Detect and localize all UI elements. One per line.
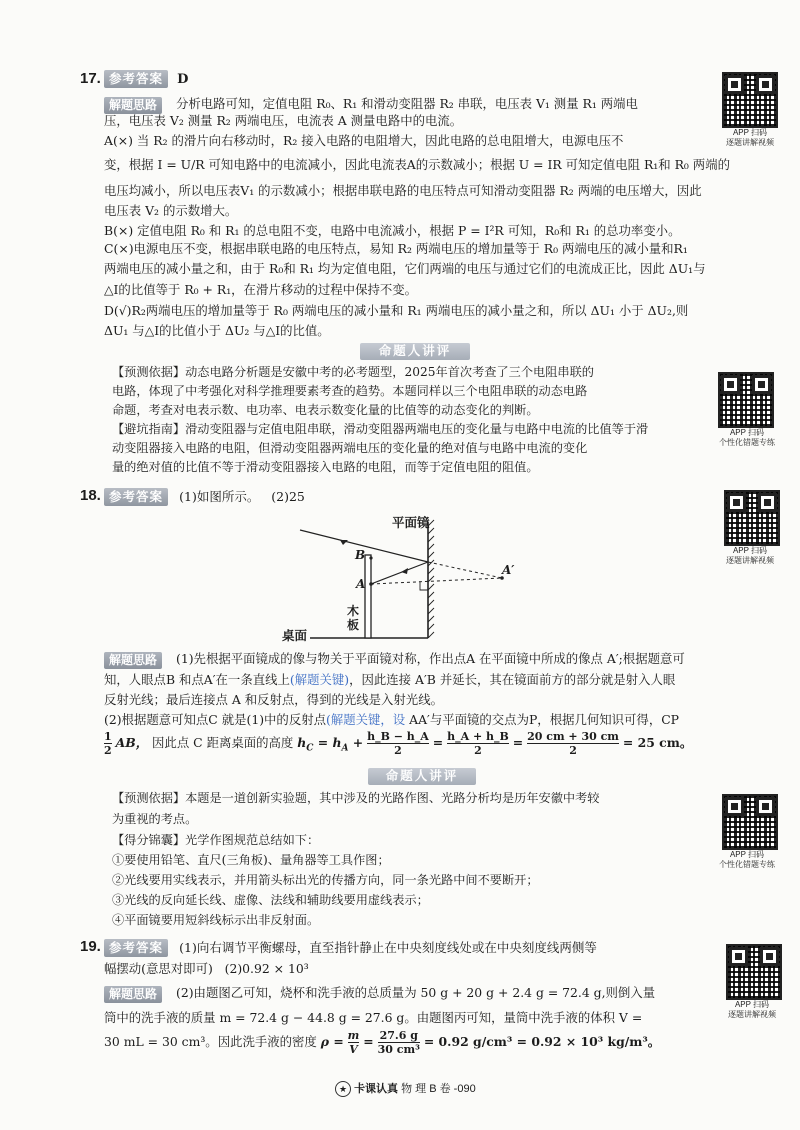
aa-prime-dashed: [371, 578, 502, 584]
wooden-board: [365, 555, 371, 638]
q17-lecture-2: 命题，考查对电表示数、电功率、电表示数变化量的比值等的动态变化的判断。: [112, 403, 539, 417]
mascot-icon: ★: [335, 1081, 351, 1097]
qr-caption: APP 扫码 个性化错题专练: [719, 428, 775, 447]
label-a: A: [356, 577, 366, 591]
footer: [335, 1080, 476, 1097]
q18-lecture-4: ②光线要用实线表示，并用箭头标出光的传播方向，同一条光路中间不要断开；: [112, 873, 539, 887]
q17-line-6: B(×) 定值电阻 R₀ 和 R₁ 的总电阻不变，电路中电流减小，根据 P = I²R 可知，R₀和 R₁ 的总功率变小。: [104, 223, 681, 238]
q18-lecture-1: 为重视的考点。: [112, 812, 198, 826]
q17-line-7: C(×)电源电压不变，根据串联电路的电压特点，易知 R₂ 两端电压的增加量等于 R₀ 两端电压的减小量和R₁: [104, 241, 688, 256]
board-label: 木 板: [347, 604, 360, 632]
mirror-label: 平面镜: [392, 516, 430, 530]
analysis-tag-18: 解题思路: [104, 649, 162, 669]
answer-row-17: [104, 68, 188, 88]
mirror-hatching: [428, 520, 434, 638]
answer-row-19: [104, 937, 597, 957]
analysis-tag-19: 解题思路: [104, 983, 162, 1003]
answer-tag: 参考答案: [104, 939, 168, 957]
qr-code-icon[interactable]: [726, 944, 782, 1000]
fraction-4: $\frac{20 cm + 30 cm}{2}$: [527, 730, 619, 757]
point-b: [369, 556, 372, 559]
q17-lecture-3: 【避坑指南】滑动变阻器与定值电阻串联，滑动变阻器两端电压的变化量与电路中电流的比值等于滑: [112, 422, 649, 436]
q17-line-2: A(×) 当 R₂ 的滑片向右移动时，R₂ 接入电路的电阻增大，因此电路的总电阻增大，电源电压不: [104, 133, 624, 148]
fraction-3: $\frac{h\_A + h\_B}{2}$: [447, 730, 509, 757]
qr-code-icon[interactable]: [718, 372, 774, 428]
right-angle-mark: [420, 582, 428, 590]
q17-lecture-0: 【预测依据】动态电路分析题是安徽中考的必考题型，2025年首次考查了三个电阻串联的: [112, 365, 594, 379]
q18-line-0: (1)先根据平面镜成的像与物关于平面镜对称，作出点A 在平面镜中所成的像点 A′;根据题意可: [176, 651, 685, 666]
qr-code-icon[interactable]: [722, 794, 778, 850]
q17-line-8: 两端电压的减小量之和，由于 R₀和 R₁ 均为定值电阻，它们两端的电压与通过它们的电流成正比，因此 ΔU₁与: [104, 261, 706, 276]
answer-value-2: 幅摆动(意思对即可) (2)0.92 × 10³: [104, 961, 309, 976]
point-a: [369, 582, 373, 586]
lecture-banner-17: 命题人讲评: [360, 343, 470, 360]
analysis-tag-17: 解题思路: [104, 94, 162, 114]
fraction-2: $\frac{h\_B - h\_A}{2}$: [367, 730, 429, 757]
qr-code-icon[interactable]: [722, 72, 778, 128]
q17-lecture-5: 量的绝对值的比值不等于滑动变阻器接入电路的电阻，而等于定值电阻的阻值。: [112, 460, 539, 474]
q18-line-5: (2)根据题意可知点C 就是(1)中的反射点(解题关键，设 AA′与平面镜的交点为P，根据几何知识可得，CP: [104, 712, 680, 727]
q17-lecture-4: 动变阻器接入电路的电阻，但滑动变阻器两端电压的变化量的绝对值与电路中电流的变化: [112, 441, 588, 455]
q17-line-4: 电压均减小，所以电压表V₁ 的示数减小；根据串联电路的电压特点可知滑动变阻器 R₂ 两端的电压增大，因此: [104, 183, 702, 198]
qr-caption: APP 扫码 逐题讲解视频: [726, 546, 774, 565]
q17-line-9: △I的比值等于 R₀ + R₁，在滑片移动的过程中保持不变。: [104, 282, 418, 297]
qr-caption: APP 扫码 个性化错题专练: [719, 850, 775, 869]
desk-label: 桌面: [282, 629, 308, 643]
q17-line-0: 分析电路可知，定值电阻 R₀、R₁ 和滑动变阻器 R₂ 串联，电压表 V₁ 测量 R₁ 两端电: [176, 96, 638, 111]
footer-subject: 物 理 B 卷 -090: [401, 1083, 476, 1095]
answer-value: (1)如图所示。 (2)25: [179, 489, 305, 504]
q18-line-1: 知，人眼点B 和点A′在一条直线上(解题关键)，因此连接 A′B 并延长，其在镜面前方的部分就是射入人眼: [104, 672, 676, 687]
q19-line-1: 筒中的洗手液的质量 m = 72.4 g − 44.8 g = 27.6 g。由题图丙可知，量筒中洗手液的体积 V =: [104, 1010, 643, 1025]
q18-lecture-6: ④平面镜要用短斜线标示出非反射面。: [112, 913, 320, 927]
question-number-17: 17.: [80, 70, 101, 87]
q17-line-10: D(√)R₂两端电压的增加量等于 R₀ 两端电压的减小量和 R₁ 两端电压的减小量之和，所以 ΔU₁ 小于 ΔU₂,则: [104, 303, 689, 318]
q17-line-1: 压，电压表 V₂ 测量 R₂ 两端电压，电流表 A 测量电路中的电流。: [104, 113, 463, 128]
question-number-18: 18.: [80, 487, 101, 504]
footer-brand: 卡课认真: [354, 1083, 399, 1095]
qr-caption: APP 扫码 逐题讲解视频: [726, 128, 774, 147]
label-a-prime: A′: [502, 563, 515, 577]
answer-value: D: [177, 72, 189, 87]
q18-lecture-0: 【预测依据】本题是一道创新实验题，其中涉及的光路作图、光路分析均是历年安徽中考较: [112, 791, 600, 805]
ray-arrow-1: [340, 540, 348, 545]
answer-row-18: [104, 486, 305, 506]
lecture-banner-18: 命题人讲评: [368, 768, 476, 785]
virtual-ray: [428, 562, 502, 578]
q18-formula-line: $\frac{1}{2}$ AB， 因此点 C 距离桌面的高度 $h_C = h_A$ + $\frac{h\_B - h\_A}{2}$ = $\frac{h\_A + h\_B}{2}$ = $\frac{20 cm + 30 cm}{2}$ = 25 cm。: [104, 730, 693, 757]
q18-lecture-3: ①要使用铅笔、直尺(三角板)、量角器等工具作图；: [112, 853, 390, 867]
ray-arrow-2: [401, 568, 408, 574]
q18-lecture-2: 【得分锦囊】光学作图规范总结如下：: [112, 833, 320, 847]
q19-density-line: 30 mL = 30 cm³。因此洗手液的密度 ρ = $\frac{m}{V}$ = $\frac{27.6 g}{\text{30 cm³}}$ = 0.92 g/cm³ = 0.92 × 10³ kg/m³。: [104, 1029, 661, 1056]
q17-lecture-1: 电路，体现了中考强化对科学推理要素考查的趋势。本题同样以三个电阻串联的动态电路: [112, 384, 588, 398]
label-b: B: [355, 548, 366, 562]
question-number-19: 19.: [80, 938, 101, 955]
answer-tag: 参考答案: [104, 70, 168, 88]
answer-value-1: (1)向右调节平衡螺母，直至指针静止在中央刻度线处或在中央刻度线两侧等: [179, 940, 597, 955]
qr-code-icon[interactable]: [724, 490, 780, 546]
q17-line-5: 电压表 V₂ 的示数增大。: [104, 203, 238, 218]
q18-line-4: 反射光线；最后连接点 A 和反射点，得到的光线是入射光线。: [104, 692, 443, 707]
answer-tag: 参考答案: [104, 488, 168, 506]
fraction-half: $\frac{1}{2}$: [104, 730, 112, 757]
q19-line-0: (2)由题图乙可知，烧杯和洗手液的总质量为 50 g + 20 g + 2.4 g = 72.4 g,则倒入量: [176, 985, 656, 1000]
qr-caption: APP 扫码 逐题讲解视频: [728, 1000, 776, 1019]
q17-line-11: ΔU₁ 与△I的比值小于 ΔU₂ 与△I的比值。: [104, 323, 330, 338]
incident-ray: [371, 562, 428, 584]
q17-line-3: 变，根据 I = U/R 可知电路中的电流减小，因此电流表A的示数减小；根据 U = IR 可知定值电阻 R₁和 R₀ 两端的: [104, 157, 730, 172]
q18-lecture-5: ③光线的反向延长线、虚像、法线和辅助线要用虚线表示；: [112, 893, 429, 907]
